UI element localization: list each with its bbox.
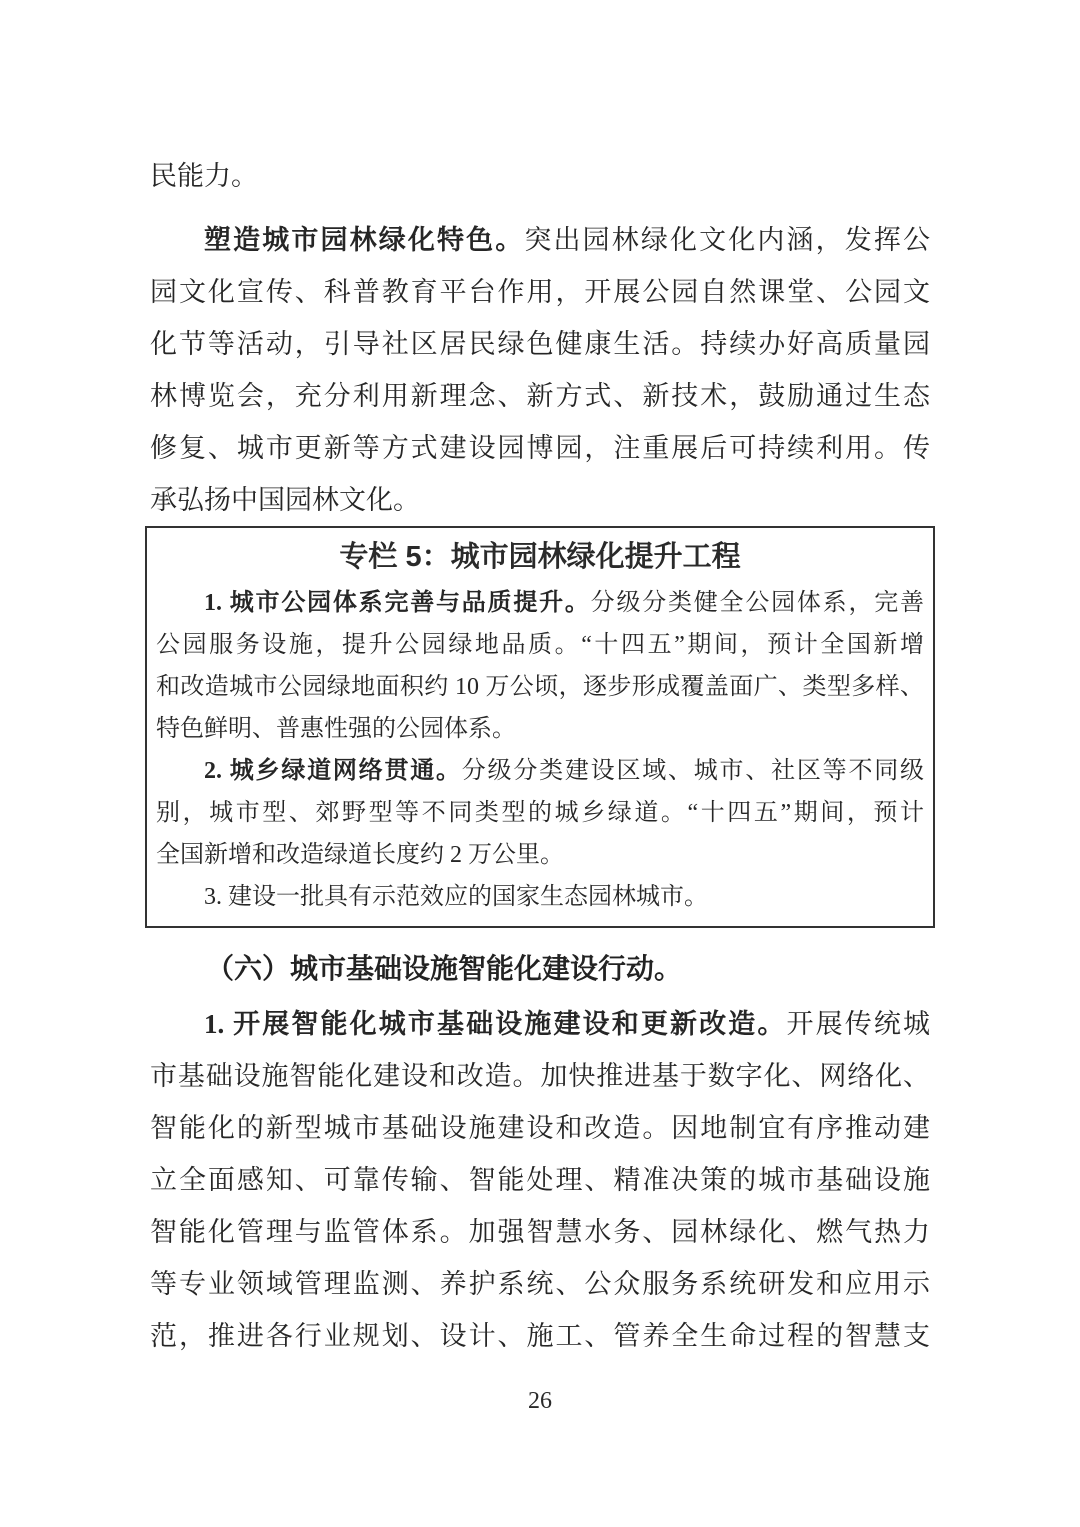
box-title: 专栏 5：城市园林绿化提升工程 bbox=[339, 541, 741, 573]
text-line bbox=[150, 422, 930, 474]
text-line bbox=[156, 624, 924, 666]
paragraph-greening-culture bbox=[150, 214, 930, 526]
text-line bbox=[156, 666, 924, 708]
text-line bbox=[150, 318, 930, 370]
text-line bbox=[150, 998, 930, 1050]
text-run: 分级分类健全公园体系，完善 bbox=[590, 590, 925, 616]
text-line bbox=[150, 1050, 930, 1102]
paragraph-smart-infrastructure bbox=[150, 998, 930, 1362]
box-item-3 bbox=[156, 876, 924, 918]
text-line bbox=[156, 708, 924, 750]
text-run: 分级分类建设区域、城市、社区等不同级 bbox=[461, 758, 925, 784]
text-line bbox=[150, 370, 930, 422]
text-line bbox=[150, 1258, 930, 1310]
page-number: 26 bbox=[528, 1388, 552, 1414]
text-run: 3. 建设一批具有示范效应的国家生态园林城市。 bbox=[204, 884, 708, 910]
text-run: 特色鲜明、普惠性强的公园体系。 bbox=[156, 716, 516, 742]
text-run: 承弘扬中国园林文化。 bbox=[150, 485, 420, 515]
text-line bbox=[150, 214, 930, 266]
lead-in-bold: 2. 城乡绿道网络贯通。 bbox=[204, 758, 462, 784]
text-run: 公园服务设施，提升公园绿地品质。“十四五”期间，预计全国新增 bbox=[156, 632, 924, 658]
lead-in-bold: 1. 城市公园体系完善与品质提升。 bbox=[204, 590, 591, 616]
text-line bbox=[150, 1206, 930, 1258]
lead-in-bold: 1. 开展智能化城市基础设施建设和更新改造。 bbox=[204, 1009, 787, 1039]
text-run: 范，推进各行业规划、设计、施工、管养全生命过程的智慧支 bbox=[150, 1321, 930, 1351]
text-line bbox=[156, 750, 924, 792]
text-run: 化节等活动，引导社区居民绿色健康生活。持续办好高质量园 bbox=[150, 329, 930, 359]
text-line bbox=[156, 834, 924, 876]
text-run: 园文化宣传、科普教育平台作用，开展公园自然课堂、公园文 bbox=[150, 277, 930, 307]
text-line bbox=[150, 150, 930, 202]
text-run: 林博览会，充分利用新理念、新方式、新技术，鼓励通过生态 bbox=[150, 381, 930, 411]
highlight-box-column5 bbox=[145, 526, 935, 928]
text-run: 市基础设施智能化建设和改造。加快推进基于数字化、网络化、 bbox=[150, 1061, 930, 1091]
text-run: 民能力。 bbox=[150, 161, 258, 191]
text-run: 开展传统城 bbox=[786, 1009, 930, 1039]
text-run: 立全面感知、可靠传输、智能处理、精准决策的城市基础设施 bbox=[150, 1165, 930, 1195]
text-line bbox=[150, 1154, 930, 1206]
text-run: 突出园林绿化文化内涵，发挥公 bbox=[524, 225, 930, 255]
text-line bbox=[150, 1310, 930, 1362]
text-run: 智能化管理与监管体系。加强智慧水务、园林绿化、燃气热力 bbox=[150, 1217, 930, 1247]
paragraph-continuation bbox=[150, 150, 930, 202]
text-line bbox=[150, 1102, 930, 1154]
text-line bbox=[150, 266, 930, 318]
text-run: 智能化的新型城市基础设施建设和改造。因地制宜有序推动建 bbox=[150, 1113, 930, 1143]
section-heading-six: （六）城市基础设施智能化建设行动。 bbox=[206, 954, 683, 985]
text-line bbox=[156, 876, 924, 918]
text-run: 别，城市型、郊野型等不同类型的城乡绿道。“十四五”期间，预计 bbox=[156, 800, 924, 826]
text-run: 和改造城市公园绿地面积约 10 万公顷，逐步形成覆盖面广、类型多样、 bbox=[156, 674, 924, 700]
text-line bbox=[150, 474, 930, 526]
text-run: 修复、城市更新等方式建设园博园，注重展后可持续利用。传 bbox=[150, 433, 930, 463]
box-item-2 bbox=[156, 750, 924, 876]
text-run: 全国新增和改造绿道长度约 2 万公里。 bbox=[156, 842, 564, 868]
text-run: 等专业领域管理监测、养护系统、公众服务系统研发和应用示 bbox=[150, 1269, 930, 1299]
box-item-1 bbox=[156, 582, 924, 750]
text-line bbox=[156, 582, 924, 624]
lead-in-bold: 塑造城市园林绿化特色。 bbox=[204, 225, 525, 255]
text-line bbox=[156, 792, 924, 834]
page-content bbox=[150, 150, 930, 1362]
